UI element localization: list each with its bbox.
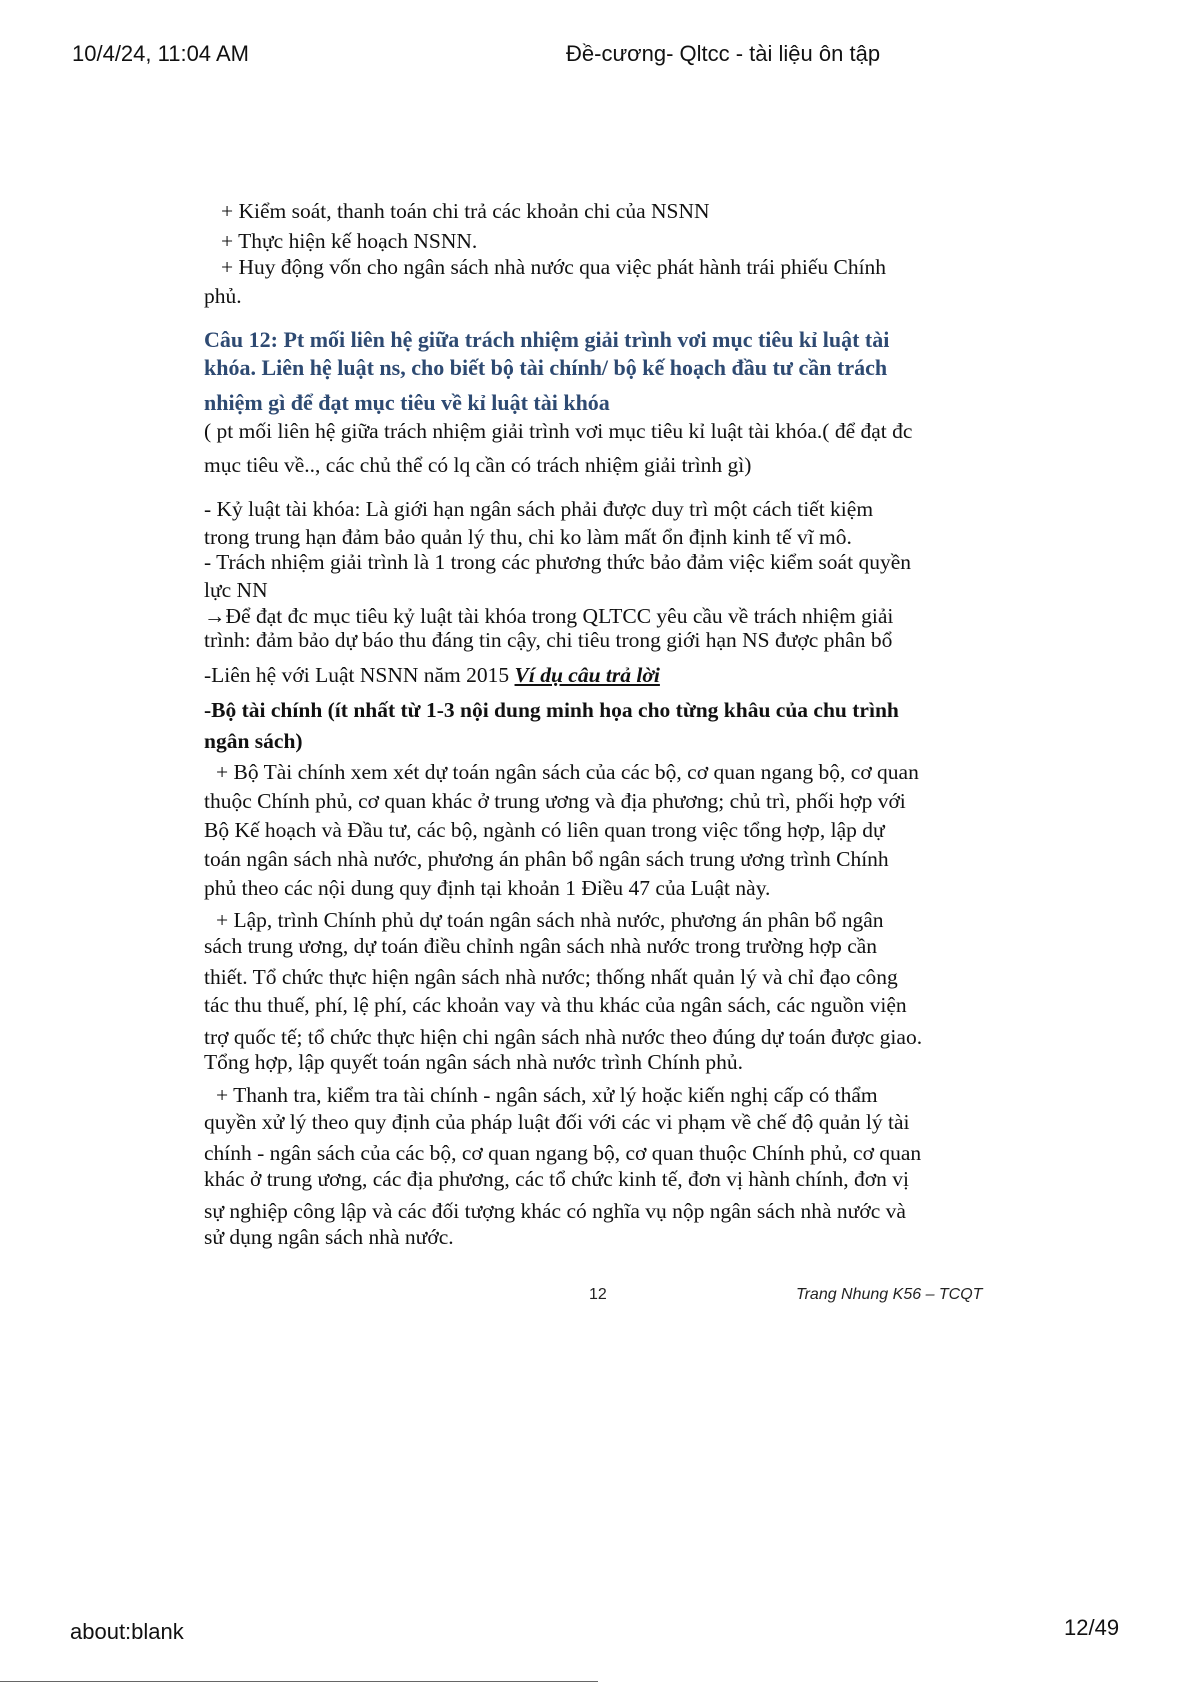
list-item: + Kiểm soát, thanh toán chi trả các khoản chi của NSNN xyxy=(221,199,710,223)
list-item: + Thực hiện kế hoạch NSNN. xyxy=(221,229,478,253)
print-document-title: Đề-cương- Qltcc - tài liệu ôn tập xyxy=(566,41,881,66)
paragraph-line: trong trung hạn đảm bảo quản lý thu, chi ko làm mất ổn định kinh tế vĩ mô. xyxy=(204,525,852,549)
example-label: Ví dụ câu trả lời xyxy=(514,663,660,687)
note-text: ( pt mối liên hệ giữa trách nhiệm giải trình vơi mục tiêu kỉ luật tài khóa.( để đạt đc xyxy=(204,419,913,443)
paragraph-line: - Trách nhiệm giải trình là 1 trong các phương thức bảo đảm việc kiểm soát quyền xyxy=(204,550,911,574)
paragraph-line: + Lập, trình Chính phủ dự toán ngân sách nhà nước, phương án phân bổ ngân xyxy=(216,908,884,932)
paragraph-line: sử dụng ngân sách nhà nước. xyxy=(204,1225,454,1249)
law-reference xyxy=(204,662,660,688)
paragraph-line: tác thu thuế, phí, lệ phí, các khoản vay và thu khác của ngân sách, các nguồn viện xyxy=(204,993,907,1017)
paragraph-line: →Để đạt đc mục tiêu kỷ luật tài khóa trong QLTCC yêu cầu về trách nhiệm giải xyxy=(204,604,894,628)
paragraph-line: Tổng hợp, lập quyết toán ngân sách nhà nước trình Chính phủ. xyxy=(204,1050,743,1074)
question-heading: nhiệm gì để đạt mục tiêu về kỉ luật tài khóa xyxy=(204,390,610,415)
law-reference-text: -Liên hệ với Luật NSNN năm 2015 xyxy=(204,663,510,687)
paragraph-line: + Thanh tra, kiểm tra tài chính - ngân sách, xử lý hoặc kiến nghị cấp có thẩm xyxy=(216,1083,878,1107)
question-heading: khóa. Liên hệ luật ns, cho biết bộ tài chính/ bộ kế hoạch đầu tư cần trách xyxy=(204,355,888,380)
print-url: about:blank xyxy=(70,1619,184,1644)
paragraph-line: chính - ngân sách của các bộ, cơ quan ngang bộ, cơ quan thuộc Chính phủ, cơ quan xyxy=(204,1141,922,1165)
paragraph-line: sự nghiệp công lập và các đối tượng khác có nghĩa vụ nộp ngân sách nhà nước và xyxy=(204,1199,906,1223)
page-divider xyxy=(0,1681,598,1682)
paragraph-line: + Bộ Tài chính xem xét dự toán ngân sách của các bộ, cơ quan ngang bộ, cơ quan xyxy=(216,760,919,784)
paragraph-line: khác ở trung ương, các địa phương, các tổ chức kinh tế, đơn vị hành chính, đơn vị xyxy=(204,1167,909,1191)
paragraph-line: trình: đảm bảo dự báo thu đáng tin cậy, chi tiêu trong giới hạn NS được phân bổ xyxy=(204,628,893,652)
ministry-heading: -Bộ tài chính (ít nhất từ 1-3 nội dung minh họa cho từng khâu của chu trình xyxy=(204,698,899,722)
paragraph-line: trợ quốc tế; tổ chức thực hiện chi ngân sách nhà nước theo đúng dự toán được giao. xyxy=(204,1025,923,1049)
paragraph-line: sách trung ương, dự toán điều chỉnh ngân sách nhà nước trong trường hợp cần xyxy=(204,934,878,958)
paragraph-line: toán ngân sách nhà nước, phương án phân bổ ngân sách trung ương trình Chính xyxy=(204,847,889,871)
paragraph-line: thiết. Tổ chức thực hiện ngân sách nhà nước; thống nhất quản lý và chỉ đạo công xyxy=(204,965,898,989)
paragraph-line: thuộc Chính phủ, cơ quan khác ở trung ương và địa phương; chủ trì, phối hợp với xyxy=(204,789,906,813)
paragraph-line: lực NN xyxy=(204,578,268,602)
note-text: mục tiêu về.., các chủ thể có lq cần có trách nhiệm giải trình gì) xyxy=(204,453,752,477)
paragraph-line: quyền xử lý theo quy định của pháp luật đối với các vi phạm về chế độ quản lý tài xyxy=(204,1110,910,1134)
list-item: + Huy động vốn cho ngân sách nhà nước qua việc phát hành trái phiếu Chính xyxy=(221,255,887,279)
print-datetime: 10/4/24, 11:04 AM xyxy=(72,41,249,66)
list-item: phủ. xyxy=(204,284,242,308)
paragraph-line: - Kỷ luật tài khóa: Là giới hạn ngân sách phải được duy trì một cách tiết kiệm xyxy=(204,497,874,521)
page-number: 12 xyxy=(589,1286,607,1303)
question-heading: Câu 12: Pt mối liên hệ giữa trách nhiệm giải trình vơi mục tiêu kỉ luật tài xyxy=(204,327,890,352)
footer-author: Trang Nhung K56 – TCQT xyxy=(796,1286,983,1303)
print-page-counter: 12/49 xyxy=(1064,1615,1120,1640)
paragraph-line: phủ theo các nội dung quy định tại khoản 1 Điều 47 của Luật này. xyxy=(204,876,771,900)
ministry-heading: ngân sách) xyxy=(204,729,303,753)
paragraph-line: Bộ Kế hoạch và Đầu tư, các bộ, ngành có liên quan trong việc tổng hợp, lập dự xyxy=(204,818,885,842)
